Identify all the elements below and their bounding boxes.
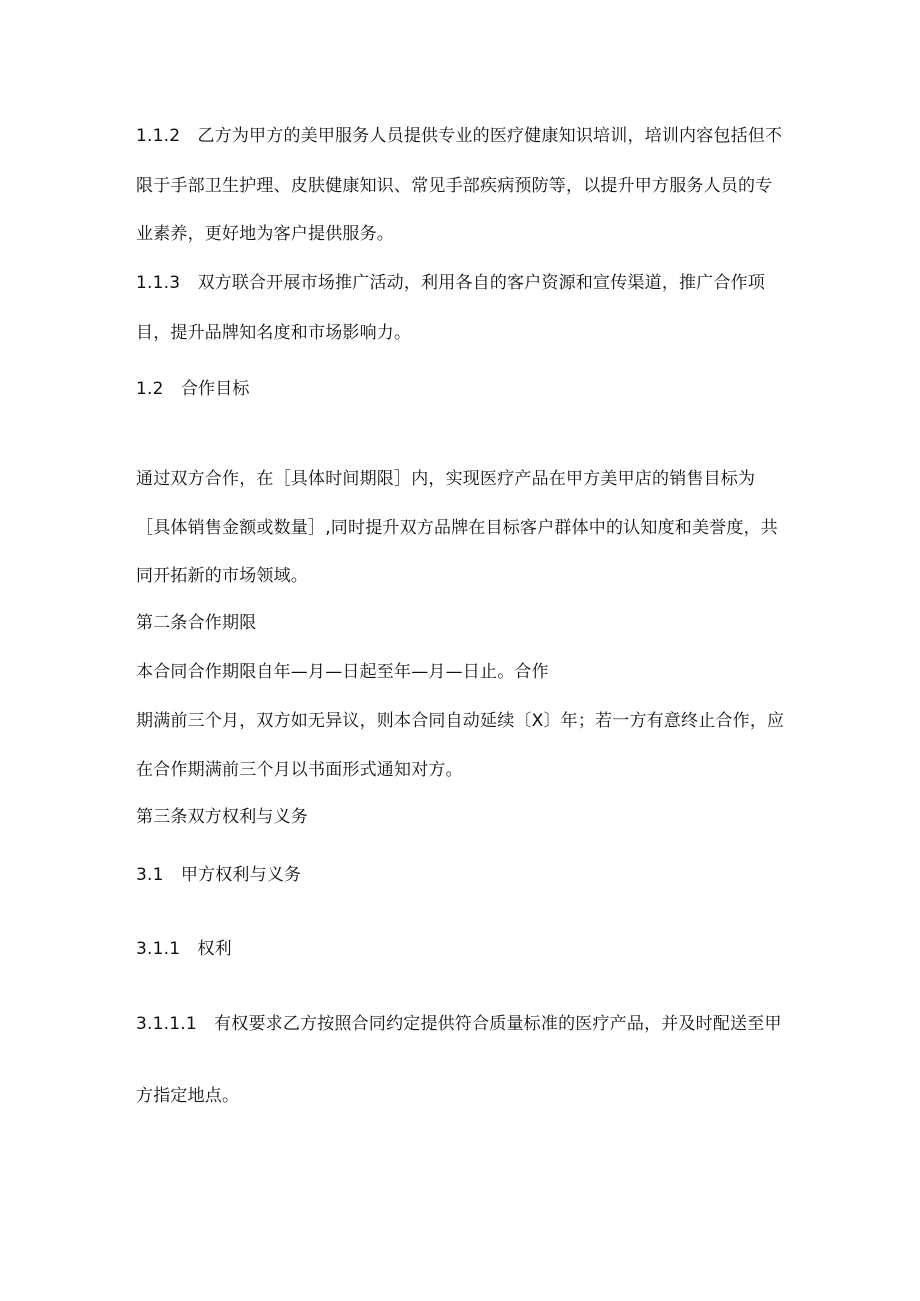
term-paragraph-line-3: 在合作期满前三个月以书面形式通知对方。: [136, 760, 463, 780]
goal-paragraph-line-2: ［具体销售金额或数量］,同时提升双方品牌在目标客户群体中的认知度和美誉度，共: [136, 518, 779, 538]
section-3-1-1-heading: 3.1.1 权利: [136, 939, 232, 959]
clause-1-1-3-line-1: 1.1.3 双方联合开展市场推广活动，利用各自的客户资源和宣传渠道，推广合作项: [136, 273, 766, 293]
term-paragraph-line-2: 期满前三个月，双方如无异议，则本合同自动延续〔X〕年；若一方有意终止合作，应: [136, 711, 785, 731]
clause-1-1-3-line-2: 目，提升品牌知名度和市场影响力。: [136, 323, 412, 343]
clause-1-1-2-line-1: 1.1.2 乙方为甲方的美甲服务人员提供专业的医疗健康知识培训，培训内容包括但不: [136, 126, 783, 146]
clause-1-1-2-line-3: 业素养，更好地为客户提供服务。: [136, 224, 394, 244]
clause-3-1-1-1-line-1: 3.1.1.1 有权要求乙方按照合同约定提供符合质量标准的医疗产品，并及时配送至甲: [136, 1014, 782, 1034]
goal-paragraph-line-1: 通过双方合作，在［具体时间期限］内，实现医疗产品在甲方美甲店的销售目标为: [136, 469, 756, 489]
goal-paragraph-line-3: 同开拓新的市场领域。: [136, 566, 308, 586]
article-2-heading: 第二条合作期限: [136, 613, 257, 633]
section-1-2-heading: 1.2 合作目标: [136, 379, 250, 399]
clause-1-1-2-line-2: 限于手部卫生护理、皮肤健康知识、常见手部疾病预防等，以提升甲方服务人员的专: [136, 176, 773, 196]
clause-3-1-1-1-line-2: 方指定地点。: [136, 1086, 240, 1106]
article-3-heading: 第三条双方权利与义务: [136, 807, 308, 827]
section-3-1-heading: 3.1 甲方权利与义务: [136, 865, 302, 885]
term-paragraph-line-1: 本合同合作期限自年—月—日起至年—月—日止。合作: [136, 662, 549, 682]
